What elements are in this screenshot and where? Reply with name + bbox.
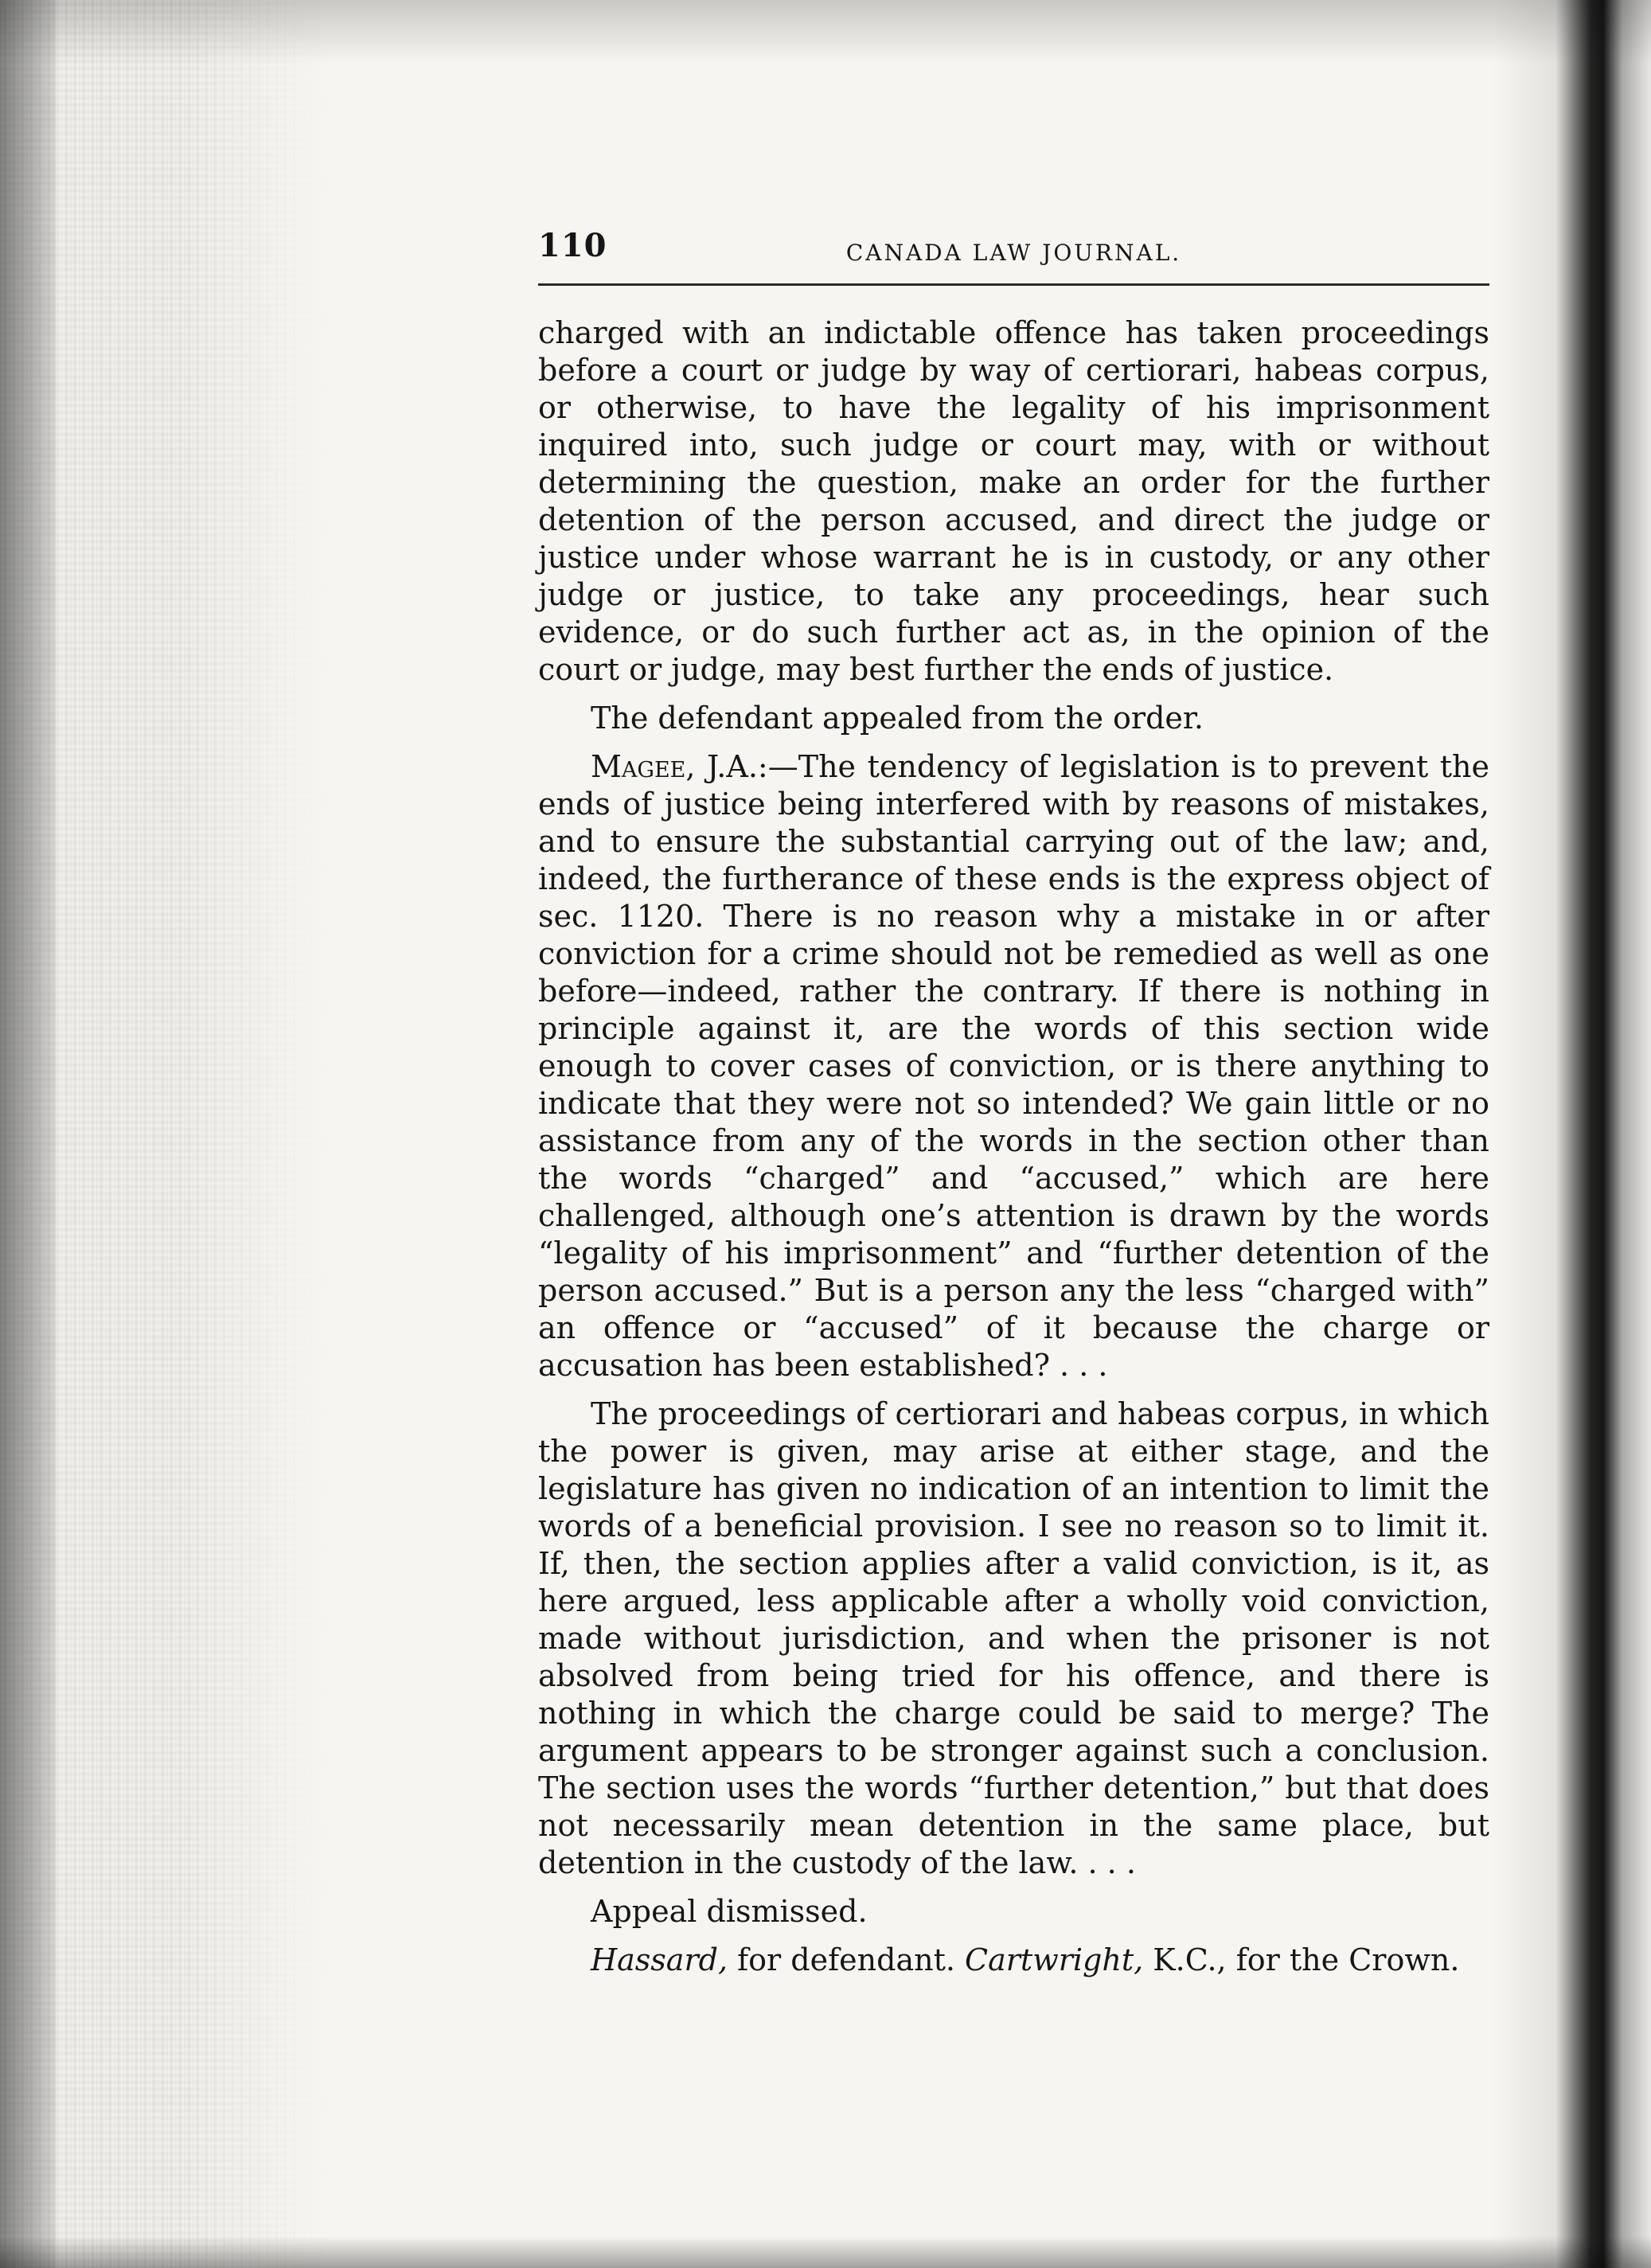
running-head: CANADA LAW JOURNAL.: [845, 240, 1182, 266]
article-body: [538, 314, 1489, 1990]
page-number: 110: [538, 227, 607, 264]
page-header: [538, 227, 1489, 275]
header-rule: [538, 283, 1489, 286]
paragraph-appeal: The defendant appealed from the order.: [591, 701, 1204, 736]
crown-counsel-role: K.C., for the Crown.: [1143, 1942, 1460, 1977]
judgment-text: :—The tendency of legislation is to prevent the ends of justice being interfered with by reasons of mistakes, and to ensure the substantial carrying out of the law; and, indeed, the furtherance of these ends is the express object of sec. 1120. There is no reason why a mistake in or after conviction for a crime should not be remedied as well as one before—indeed, rather the contrary. If there is nothing in principle against it, are the words of this section wide enough to cover cases of conviction, or is there anything to indicate that they were not so intended? We gain little or no assistance from any of the words in the section other than the words “charged” and “accused,” which are here challenged, although one’s attention is drawn by the words “legality of his imprisonment” and “further detention of the person accused.” But is a person any the less “charged with” an offence or “accused” of it because the charge or accusation has been established? . . .: [538, 749, 1490, 1383]
crown-counsel-name: Cartwright,: [965, 1942, 1144, 1977]
scan-edge-bottom: [0, 2236, 1651, 2268]
paragraph-judgment: [538, 748, 1489, 1384]
scan-edge-left-shadow: [0, 0, 56, 2268]
paragraph-counsel: [538, 1942, 1489, 1979]
judge-name: Magee, J.A.: [591, 749, 758, 784]
paragraph-proceedings: The proceedings of certiorari and habeas corpus, in which the power is given, may arise at either stage, and the legislature has given no indication of an intention to limit the words of a beneficial provision. I see no reason so to limit it. If, then, the section applies after a valid conviction, is it, as here argued, less applicable after a wholly void conviction, made without jurisdiction, and when the prisoner is not absolved from being tried for his offence, and there is nothing in which the charge could be said to merge? The argument appears to be stronger against such a conclusion. The section uses the words “further detention,” but that does not necessarily mean detention in the same place, but detention in the custody of the law. . . .: [538, 1396, 1489, 1880]
paragraph-statute-text: charged with an indictable offence has taken proceedings before a court or judge by way of certiorari, habeas corpus, or otherwise, to have the legality of his imprisonment inquired into, such judge or court may, with or without determining the question, make an order for the further detention of the person accused, and direct the judge or justice under whose warrant he is in custody, or any other judge or justice, to take any proceedings, hear such evidence, or do such further act as, in the opinion of the court or judge, may best further the ends of justice.: [538, 315, 1489, 687]
defence-counsel-role: for defendant.: [728, 1942, 966, 1977]
scan-edge-top: [0, 0, 1651, 64]
scan-edge-right: [1492, 0, 1651, 2268]
paragraph-disposition: Appeal dismissed.: [591, 1894, 868, 1929]
defence-counsel-name: Hassard,: [591, 1942, 728, 1977]
